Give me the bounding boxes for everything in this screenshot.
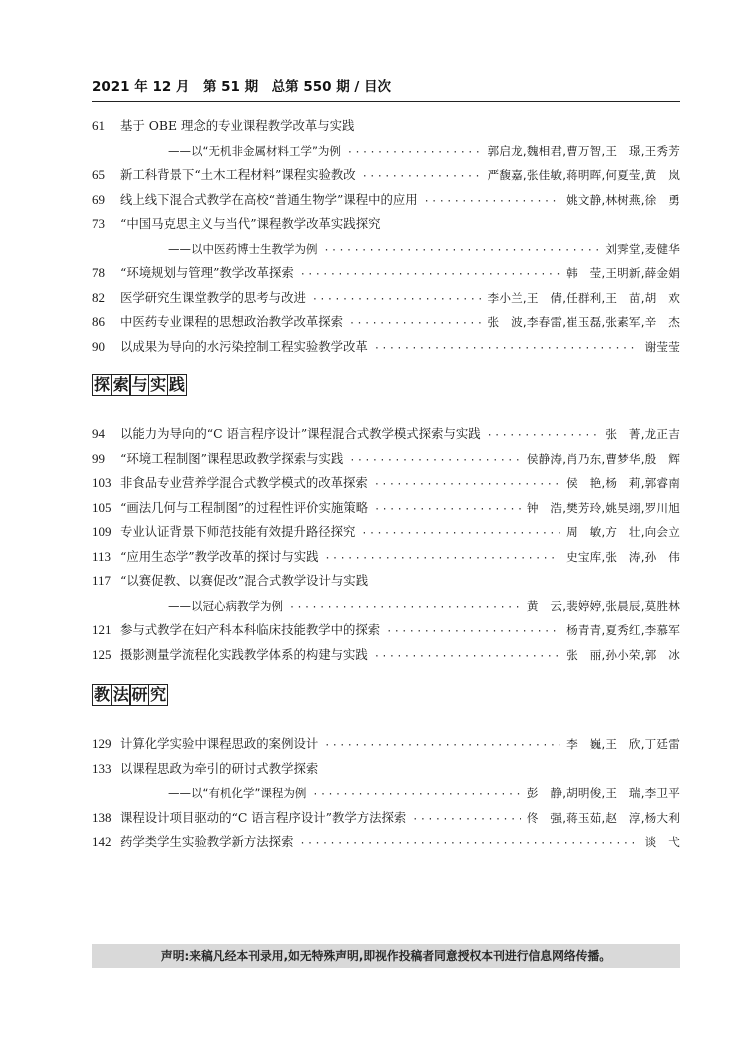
heading-char: 实 [150, 375, 167, 394]
article-authors: 谈 弋 [644, 835, 680, 849]
page-number: 129 [92, 736, 112, 751]
article-title: “以赛促教、以赛促改”混合式教学设计与实践 [120, 573, 369, 588]
toc-entry[interactable] [92, 163, 680, 188]
leader-dots [412, 808, 521, 833]
article-title: “环境规划与管理”教学改革探索 [120, 265, 294, 280]
article-authors: 侯静涛,肖乃东,曹梦华,殷 辉 [526, 451, 680, 466]
toc-entry[interactable] [92, 594, 680, 619]
toc-entry[interactable] [92, 310, 680, 335]
page-number: 105 [92, 499, 112, 515]
toc-entry[interactable] [92, 188, 680, 213]
article-title: “环境工程制图”课程思政教学探索与实践 [120, 450, 344, 466]
article-title: 药学类学生实验教学新方法探索 [120, 834, 294, 849]
article-subtitle: ——以“有机化学”课程为例 [168, 786, 307, 800]
toc-section-3 [92, 732, 680, 855]
article-authors: 谢莹莹 [644, 339, 680, 354]
heading-char: 践 [168, 375, 185, 394]
heading-char: 法 [112, 685, 129, 704]
page-number: 94 [92, 426, 105, 441]
article-subtitle: ——以冠心病教学为例 [168, 598, 283, 613]
toc-entry[interactable] [92, 471, 680, 496]
page-number: 86 [92, 314, 105, 329]
article-title: 中医药专业课程的思想政治教学改革探索 [120, 314, 344, 329]
leader-dots [325, 547, 561, 572]
article-authors: 钟 浩,樊芳玲,姚昊翊,罗川旭 [526, 500, 680, 515]
toc-entry[interactable] [92, 212, 680, 237]
article-title: 参与式教学在妇产科本科临床技能教学中的探索 [120, 622, 381, 637]
page-number: 142 [92, 834, 112, 849]
section-heading-methods [92, 684, 167, 706]
page-number: 113 [92, 548, 112, 564]
article-title: 新工科背景下“土木工程材料”课程实验教改 [120, 167, 356, 182]
toc-entry[interactable] [92, 286, 680, 311]
toc-entry[interactable] [92, 139, 680, 164]
leader-dots [487, 424, 600, 449]
leader-dots [289, 596, 521, 621]
article-title: “画法几何与工程制图”的过程性评价实施策略 [120, 499, 369, 515]
page-number: 138 [92, 809, 112, 825]
page-number: 82 [92, 289, 105, 305]
leader-dots [312, 288, 482, 313]
leader-dots [374, 498, 521, 523]
article-title: 专业认证背景下师范技能有效提升路径探究 [120, 524, 356, 539]
toc-entry[interactable] [92, 732, 680, 757]
heading-char: 究 [150, 685, 167, 704]
toc-entry[interactable] [92, 781, 680, 806]
leader-dots [347, 141, 482, 166]
toc-entry[interactable] [92, 757, 680, 782]
issue-header: 2021 年 12 月 第 51 期 总第 550 期 / 目次 [92, 78, 680, 102]
leader-dots [349, 312, 482, 337]
leader-dots [362, 165, 482, 190]
page-number: 69 [92, 191, 105, 207]
article-title: 以成果为导向的水污染控制工程实验教学改革 [120, 338, 368, 354]
toc-entry[interactable] [92, 237, 680, 262]
article-title: 线上线下混合式教学在高校“普通生物学”课程中的应用 [120, 191, 418, 207]
leader-dots [424, 190, 560, 215]
page-number: 65 [92, 167, 105, 182]
article-title: 计算化学实验中课程思政的案例设计 [120, 736, 319, 751]
article-title: 基于 OBE 理念的专业课程教学改革与实践 [120, 118, 355, 133]
toc-entry[interactable] [92, 569, 680, 594]
toc-section-2 [92, 422, 680, 667]
leader-dots [386, 620, 560, 645]
leader-dots [374, 337, 639, 362]
leader-dots [324, 734, 560, 759]
article-authors: 张 菁,龙正吉 [605, 427, 680, 441]
article-authors: 黄 云,裴婷婷,张晨辰,莫胜林 [526, 598, 680, 613]
article-authors: 刘霁堂,麦健华 [605, 241, 680, 256]
article-title: 非食品专业营养学混合式教学模式的改革探索 [120, 475, 368, 490]
heading-char: 与 [131, 375, 148, 394]
article-authors: 李 巍,王 欣,丁廷雷 [566, 737, 680, 751]
page-number: 61 [92, 118, 105, 133]
heading-char: 研 [131, 685, 148, 704]
copyright-notice: 声明:来稿凡经本刊录用,如无特殊声明,即视作投稿者同意授权本刊进行信息网络传播。 [92, 944, 680, 968]
page-number: 103 [92, 475, 112, 490]
toc-entry[interactable] [92, 806, 680, 831]
article-title: “应用生态学”教学改革的探讨与实践 [120, 548, 319, 564]
toc-entry[interactable] [92, 447, 680, 472]
toc-entry[interactable] [92, 830, 680, 855]
toc-entry[interactable] [92, 496, 680, 521]
toc-section-1 [92, 114, 680, 359]
article-subtitle: ——以中医药博士生教学为例 [168, 241, 318, 256]
article-authors: 韩 莹,王明新,薛金娟 [566, 266, 680, 280]
toc-entry[interactable] [92, 422, 680, 447]
heading-char: 探 [94, 375, 111, 394]
toc-entry[interactable] [92, 643, 680, 668]
page-number: 73 [92, 216, 105, 231]
leader-dots [361, 522, 560, 547]
article-title: 课程设计项目驱动的“C 语言程序设计”教学方法探索 [120, 809, 407, 825]
page-number: 121 [92, 622, 112, 637]
leader-dots [324, 239, 600, 264]
article-authors: 杨青青,夏秀红,李慕军 [566, 623, 680, 637]
article-authors: 李小兰,王 倩,任群利,王 苗,胡 欢 [487, 290, 680, 305]
leader-dots [374, 473, 560, 498]
toc-entry[interactable] [92, 545, 680, 570]
article-title: “中国马克思主义与当代”课程教学改革实践探究 [120, 216, 381, 231]
leader-dots [299, 832, 638, 857]
leader-dots [349, 449, 521, 474]
heading-char: 索 [112, 375, 129, 394]
article-title: 摄影测量学流程化实践教学体系的构建与实践 [120, 646, 368, 662]
page-number: 109 [92, 524, 112, 539]
page-number: 133 [92, 760, 112, 776]
toc-entry[interactable] [92, 261, 680, 286]
article-authors: 彭 静,胡明俊,王 瑞,李卫平 [526, 786, 680, 800]
page-number: 99 [92, 450, 105, 466]
article-authors: 张 丽,孙小荣,郭 冰 [566, 647, 680, 662]
article-authors: 严馥嘉,张佳敏,蒋明晖,何夏莹,黄 岚 [487, 168, 680, 182]
article-title: 医学研究生课堂教学的思考与改进 [120, 289, 306, 305]
article-authors: 周 敏,方 壮,向会立 [566, 525, 680, 539]
article-title: 以课程思政为牵引的研讨式教学探索 [120, 760, 319, 776]
article-authors: 张 波,李春雷,崔玉磊,张素军,辛 杰 [487, 315, 680, 329]
page-number: 78 [92, 265, 105, 280]
toc-entry[interactable] [92, 335, 680, 360]
article-subtitle: ——以“无机非金属材料工学”为例 [168, 143, 341, 158]
leader-dots [300, 263, 560, 288]
page-number: 90 [92, 338, 105, 354]
article-authors: 郭启龙,魏相君,曹万智,王 璟,王秀芳 [487, 143, 680, 158]
toc-entry[interactable] [92, 520, 680, 545]
leader-dots [374, 645, 560, 670]
toc-entry[interactable] [92, 114, 680, 139]
article-title: 以能力为导向的“C 语言程序设计”课程混合式教学模式探索与实践 [120, 426, 481, 441]
toc-entry[interactable] [92, 618, 680, 643]
leader-dots [312, 783, 520, 808]
article-authors: 史宝库,张 涛,孙 伟 [566, 549, 680, 564]
article-authors: 佟 强,蒋玉茹,赵 淳,杨大利 [526, 810, 680, 825]
article-authors: 姚文静,林树燕,徐 勇 [566, 192, 680, 207]
section-heading-practice [92, 374, 186, 396]
page-number: 125 [92, 646, 112, 662]
page-number: 117 [92, 573, 112, 588]
article-authors: 侯 艳,杨 莉,郭睿南 [566, 476, 680, 490]
heading-char: 教 [94, 685, 111, 704]
